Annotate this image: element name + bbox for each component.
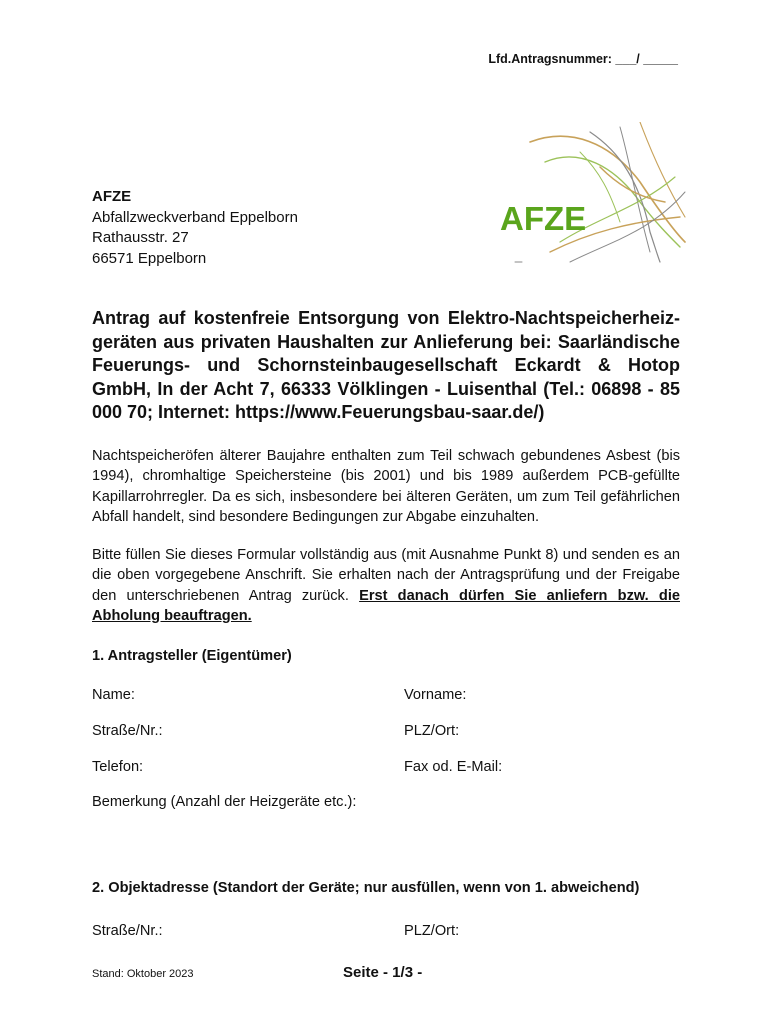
document-date: Stand: Oktober 2023 xyxy=(92,968,194,980)
logo-text: AFZE xyxy=(500,200,587,237)
application-number-field: Lfd.Antragsnummer: ___/ _____ xyxy=(488,52,678,66)
plz-ort-label: PLZ/Ort: xyxy=(404,723,460,739)
street-line: Rathausstr. 27 xyxy=(92,229,189,246)
page-number: Seite - 1/3 - xyxy=(343,964,423,981)
intro-paragraph: Nachtspeicheröfen älterer Baujahre enthalten zum Teil schwach gebundenes Asbest (bis 1994), chromhaltige Speichersteine (bis 2001) und bis 1989 außerdem PCB-gefüllte Kapillarrohrregler. Da es sich, insbesondere bei älteren Geräten, um zum Teil gefährlichen Abfall handelt, sind besondere Bedingungen zur Abgabe einzuhalten. xyxy=(92,448,680,525)
bemerkung-label: Bemerkung (Anzahl der Heizgeräte etc.): xyxy=(92,794,357,810)
telefon-label: Telefon: xyxy=(92,759,144,775)
object-strasse-label: Straße/Nr.: xyxy=(92,923,163,939)
section-1-heading: 1. Antragsteller (Eigentümer) xyxy=(92,648,292,664)
strasse-label: Straße/Nr.: xyxy=(92,723,163,739)
instruction-text: Bitte füllen Sie dieses Formular vollständig aus (mit Ausnahme Punkt 8) und senden es an die oben vorgegebene Anschrift. Sie erhalten nach der Antragsprüfung und der Freigabe den unterschriebenen Antrag zurück. xyxy=(92,547,680,604)
recipient-address xyxy=(92,187,298,269)
instruction-paragraph xyxy=(92,545,680,626)
instruction-emphasis: Erst danach dürfen Sie anliefern bzw. die Abholung beauftragen. xyxy=(92,587,680,624)
org-short-name: AFZE xyxy=(92,188,132,205)
name-label: Name: xyxy=(92,687,135,703)
section-2-heading: 2. Objektadresse (Standort der Geräte; nur ausfüllen, wenn von 1. abweichend) xyxy=(92,880,640,896)
org-full-name: Abfallzweckverband Eppelborn xyxy=(92,208,298,226)
document-title: Antrag auf kostenfreie Entsorgung von Elektro-Nachtspeicherheiz-geräten aus privaten Haushalten zur Anlieferung bei: Saarländische Feuerungs- und Schornsteinbaugesellschaft Eckardt & Hotop GmbH, In der Acht 7, 66333 Völklingen - Luisenthal (Tel.: 06898 - 85 000 70; Internet: https://www.Feuerungsbau-saar.de/) xyxy=(92,308,680,422)
fax-email-label: Fax od. E-Mail: xyxy=(404,759,503,775)
afze-logo xyxy=(490,122,690,267)
city-line: 66571 Eppelborn xyxy=(92,249,207,267)
vorname-label: Vorname: xyxy=(404,687,467,703)
object-plz-ort-label: PLZ/Ort: xyxy=(404,923,460,939)
